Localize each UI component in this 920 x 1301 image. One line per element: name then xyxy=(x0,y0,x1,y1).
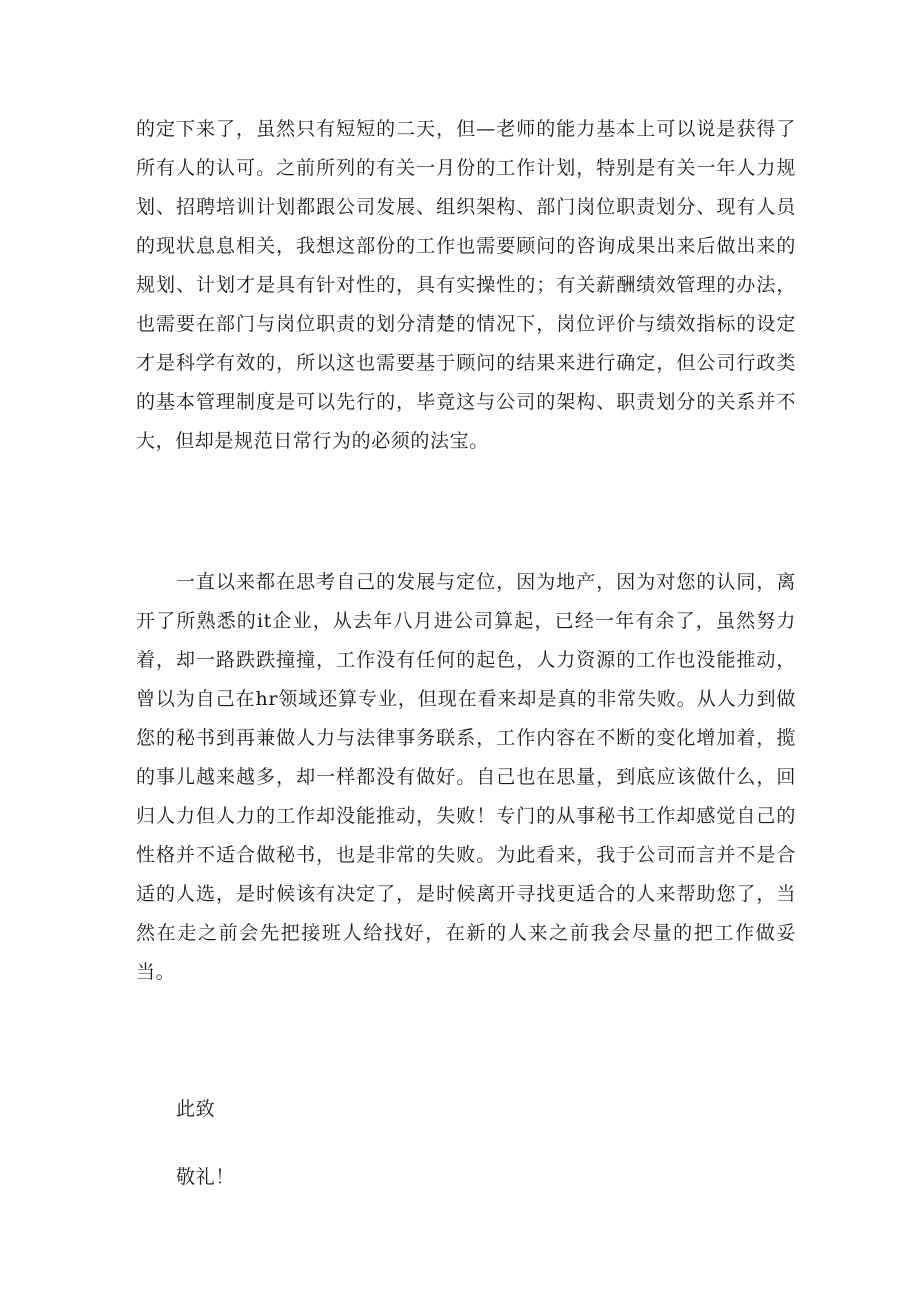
body-paragraph-1: 的定下来了，虽然只有短短的二天，但—老师的能力基本上可以说是获得了所有人的认可。之前所列的有关一月份的工作计划，特别是有关一年人力规划、招聘培训计划都跟公司发展、组织架构、部门岗位职责划分、现有人员的现状息息相关，我想这部份的工作也需要顾问的咨询成果出来后做出来的规划、计划才是具有针对性的，具有实操性的；有关薪酬绩效管理的办法，也需要在部门与岗位职责的划分清楚的情况下，岗位评价与绩效指标的设定才是科学有效的，所以这也需要基于顾问的结果来进行确定，但公司行政类的基本管理制度是可以先行的，毕竟这与公司的架构、职责划分的关系并不大，但却是规范日常行为的必须的法宝。 xyxy=(136,118,796,452)
closing-salutation: 此致 xyxy=(176,1098,216,1120)
body-paragraph-2: 一直以来都在思考自己的发展与定位，因为地产，因为对您的认同，离开了所熟悉的it企业，从去年八月进公司算起，已经一年有余了，虽然努力着，却一路跌跌撞撞，工作没有任何的起色，人力资源的工作也没能推动，曾以为自己在hr领域还算专业，但现在看来却是真的非常失败。从人力到做您的秘书到再兼做人力与法律事务联系，工作内容在不断的变化增加着，揽的事儿越来越多，却一样都没有做好。自己也在思量，到底应该做什么，回归人力但人力的工作却没能推动，失败！专门的从事秘书工作却感觉自己的性格并不适合做秘书，也是非常的失败。为此看来，我于公司而言并不是合适的人选，是时候该有决定了，是时候离开寻找更适合的人来帮助您了，当然在走之前会先把接班人给找好，在新的人来之前我会尽量的把工作做妥当。 xyxy=(136,571,796,983)
closing-regards: 敬礼！ xyxy=(176,1166,235,1188)
